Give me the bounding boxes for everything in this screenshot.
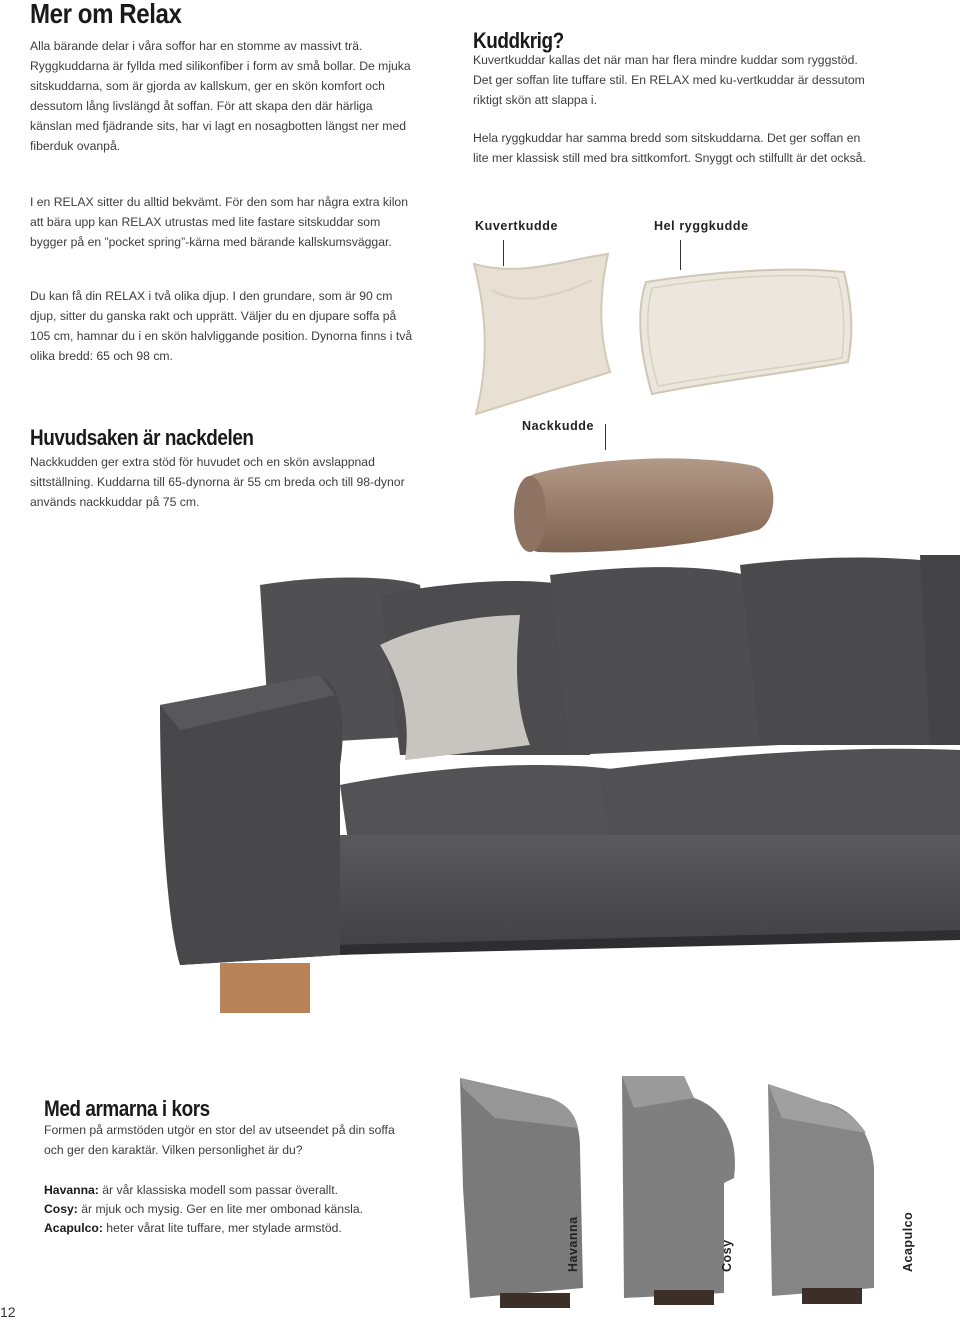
label-havanna: Havanna [566, 1216, 580, 1272]
cosy-armrest-image [614, 1068, 764, 1308]
havanna-desc: är vår klassiska modell som passar överallt. [98, 1183, 338, 1197]
page-number: 12 [0, 1304, 16, 1320]
intro-paragraph-1: Alla bärande delar i våra soffor har en stomme av massivt trä. Ryggkuddarna är fyllda med silikonfiber i form av små bollar. De mjuka sitskuddarna, som är gjorda av kallskum, ger en skön komfort och dessutom lång livslängd åt soffan. För att skapa den där härliga känslan med fjädrande sits, har vi lagt en nosagbotten längst ner med fiberduk ovanpå. [30, 39, 411, 153]
nackdel-paragraph: Nackkudden ger extra stöd för huvudet och en skön avslappnad sittställning. Kuddarna till 65-dynorna är 55 cm breda och till 98-dynor används nackkuddar på 75 cm. [30, 455, 405, 509]
label-kuvertkudde: Kuvertkudde [475, 219, 559, 233]
acapulco-armrest-image [762, 1078, 902, 1308]
nackdel-heading: Huvudsaken är nackdelen [30, 425, 254, 450]
intro-paragraph-2: I en RELAX sitter du alltid bekvämt. För den som har några extra kilon att bära upp kan RELAX utrustas med lite fastare sitskuddar som bygger på en ”pocket spring”-kärna med bärande kallskumsväggar. [30, 195, 408, 249]
havanna-armrest-image [455, 1068, 605, 1308]
kuvertkudde-image [462, 250, 622, 420]
havanna-name: Havanna: [44, 1183, 99, 1197]
cosy-desc: är mjuk och mysig. Ger en lite mer ombonad känsla. [77, 1202, 364, 1216]
armar-paragraph: Formen på armstöden utgör en stor del av utseendet på din soffa och ger den karaktär. Vilken personlighet är du? [44, 1123, 395, 1157]
kuddkrig-heading: Kuddkrig? [473, 28, 564, 53]
kuddkrig-paragraph-2: Hela ryggkuddar har samma bredd som sitskuddarna. Det ger soffan en lite mer klassisk still med bra sittkomfort. Snyggt och stilfullt är det också. [473, 131, 866, 165]
kuddkrig-paragraph-1: Kuvertkuddar kallas det när man har flera mindre kuddar som ryggstöd. Det ger soffan lite tuffare stil. En RELAX med ku-vertkuddar är dessutom riktigt skön att slappa i. [473, 53, 865, 107]
page-title: Mer om Relax [30, 0, 182, 29]
acapulco-name: Acapulco: [44, 1221, 103, 1235]
cosy-name: Cosy: [44, 1202, 78, 1216]
hel-ryggkudde-image [630, 262, 862, 397]
sofa-image [120, 535, 960, 1015]
nackkudde-pointer [605, 424, 606, 450]
armar-heading: Med armarna i kors [44, 1096, 210, 1121]
label-acapulco: Acapulco [901, 1211, 915, 1272]
label-hel-ryggkudde: Hel ryggkudde [654, 219, 749, 233]
label-nackkudde: Nackkudde [522, 419, 595, 433]
armar-item-havanna [44, 1180, 444, 1200]
armar-item-cosy [44, 1199, 444, 1219]
armar-item-acapulco [44, 1218, 444, 1238]
label-cosy: Cosy [720, 1239, 734, 1272]
intro-paragraph-3: Du kan få din RELAX i två olika djup. I den grundare, som är 90 cm djup, sitter du ganska rakt och upprätt. Väljer du en djupare soffa på 105 cm, hamnar du i en skön halvliggande position. Dynorna finns i två olika bredd: 65 och 98 cm. [30, 289, 413, 363]
acapulco-desc: heter vårat lite tuffare, mer stylade armstöd. [102, 1221, 342, 1235]
